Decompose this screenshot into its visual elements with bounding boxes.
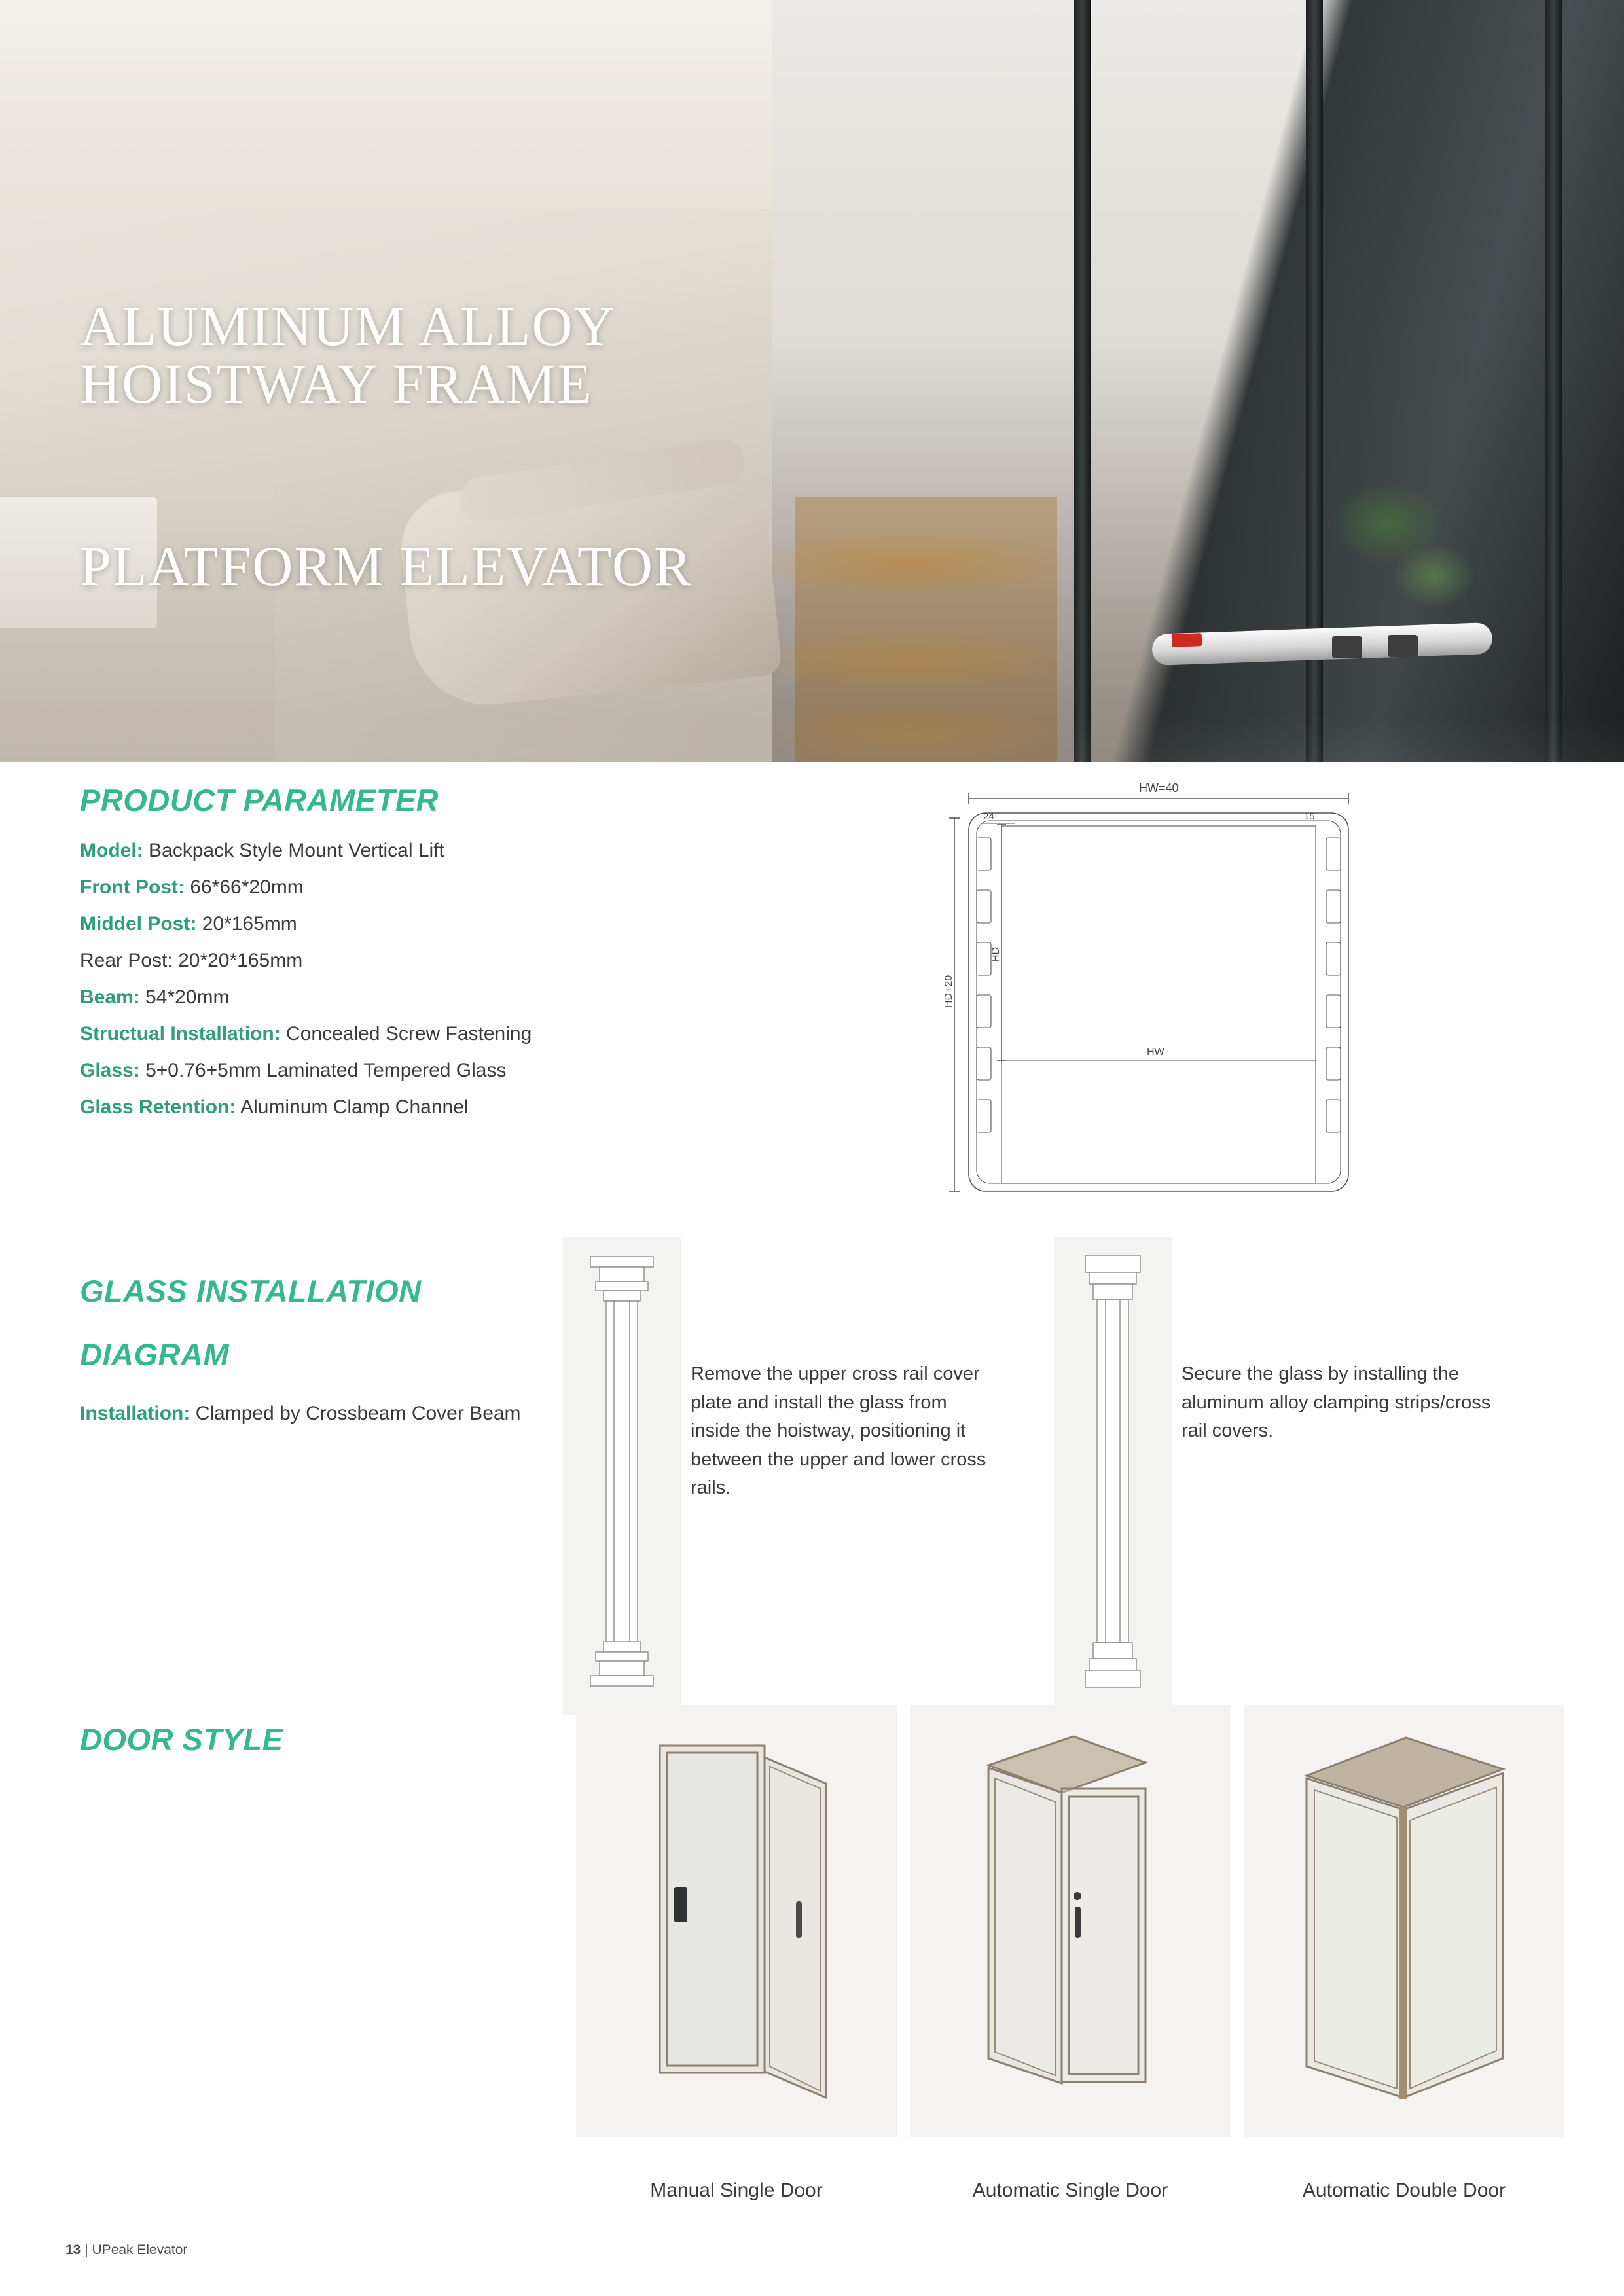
section-heading-door-style: DOOR STYLE [80, 1722, 283, 1757]
param-row-glass-retention [80, 1098, 852, 1117]
param-value: Concealed Screw Fastening [286, 1023, 532, 1045]
section-heading-glass-installation-line1: GLASS INSTALLATION [80, 1274, 422, 1308]
page-subtitle: PLATFORM ELEVATOR [80, 535, 693, 598]
param-row-rear-post [80, 951, 852, 971]
hero-red-marker [1172, 633, 1202, 647]
param-value: 54*20mm [145, 986, 230, 1008]
hero-fade [0, 684, 1624, 762]
hoistway-frame-technical-drawing [943, 772, 1427, 1244]
door-caption-automatic-double: Automatic Double Door [1302, 2179, 1506, 2201]
param-label: Rear Post: [80, 950, 173, 971]
installation-value: Clamped by Crossbeam Cover Beam [195, 1403, 521, 1424]
drawing-dim-vertical-inner: HD [990, 946, 1001, 962]
hero-window-mullion [1545, 0, 1562, 762]
param-label: Model: [80, 840, 143, 861]
door-image-automatic-single [910, 1705, 1231, 2137]
hero-ceiling [0, 0, 772, 209]
page-footer [65, 2242, 187, 2258]
param-value: 20*20*165mm [178, 950, 303, 971]
hero-window-mullion [1074, 0, 1091, 762]
page-title-line2: HOISTWAY FRAME [80, 351, 593, 415]
door-image-automatic-double [1244, 1705, 1564, 2137]
param-label: Glass: [80, 1060, 140, 1081]
footer-separator: | [84, 2242, 88, 2257]
installation-label: Installation: [80, 1403, 190, 1424]
param-value: Aluminum Clamp Channel [240, 1096, 469, 1118]
param-row-structual-installation [80, 1024, 852, 1044]
param-value: Backpack Style Mount Vertical Lift [149, 840, 444, 861]
param-value: 20*165mm [202, 913, 297, 935]
param-value: 5+0.76+5mm Laminated Tempered Glass [145, 1060, 507, 1081]
section-heading-glass-installation-line2: DIAGRAM [80, 1337, 230, 1372]
param-row-beam [80, 988, 852, 1007]
param-row-front-post [80, 878, 852, 897]
param-row-glass [80, 1061, 852, 1081]
param-label: Glass Retention: [80, 1096, 236, 1118]
drawing-dim-bottom: HW [1147, 1047, 1164, 1058]
param-row-middel-post [80, 914, 852, 934]
param-label: Middel Post: [80, 913, 197, 935]
section-heading-product-parameter: PRODUCT PARAMETER [80, 783, 439, 817]
door-image-manual-single [576, 1705, 897, 2137]
door-caption-manual-single: Manual Single Door [650, 2179, 823, 2201]
footer-page-number: 13 [65, 2242, 81, 2257]
hero-banner [0, 0, 1624, 762]
drawing-dim-vertical-outer: HD+20 [943, 975, 954, 1008]
glass-profile-image-right [1054, 1237, 1172, 1715]
param-row-model [80, 841, 852, 861]
param-label: Front Post: [80, 876, 185, 898]
param-label: Beam: [80, 986, 140, 1008]
param-label: Structual Installation: [80, 1023, 281, 1045]
glass-note-left: Remove the upper cross rail cover plate and install the glass from inside the hoistway, positioning it between the upper and lower cross rails. [691, 1363, 986, 1498]
drawing-dim-right: 15 [1304, 811, 1315, 822]
product-parameter-list [80, 841, 852, 1134]
footer-brand: UPeak Elevator [92, 2242, 188, 2257]
param-value: 66*66*20mm [190, 876, 304, 898]
drawing-dim-top: HW=40 [1139, 781, 1179, 795]
page-title [80, 295, 616, 415]
glass-note-right: Secure the glass by installing the aluminum alloy clamping strips/cross rail covers. [1182, 1363, 1491, 1441]
glass-installation-description [80, 1401, 538, 1427]
drawing-dim-left-inner: 24 [983, 811, 994, 822]
hero-rail-marker [1388, 635, 1418, 657]
glass-profile-image-left [563, 1237, 681, 1715]
page-title-line1: ALUMINUM ALLOY [80, 295, 616, 357]
hero-rail-marker [1332, 636, 1362, 658]
door-caption-automatic-single: Automatic Single Door [972, 2179, 1168, 2201]
